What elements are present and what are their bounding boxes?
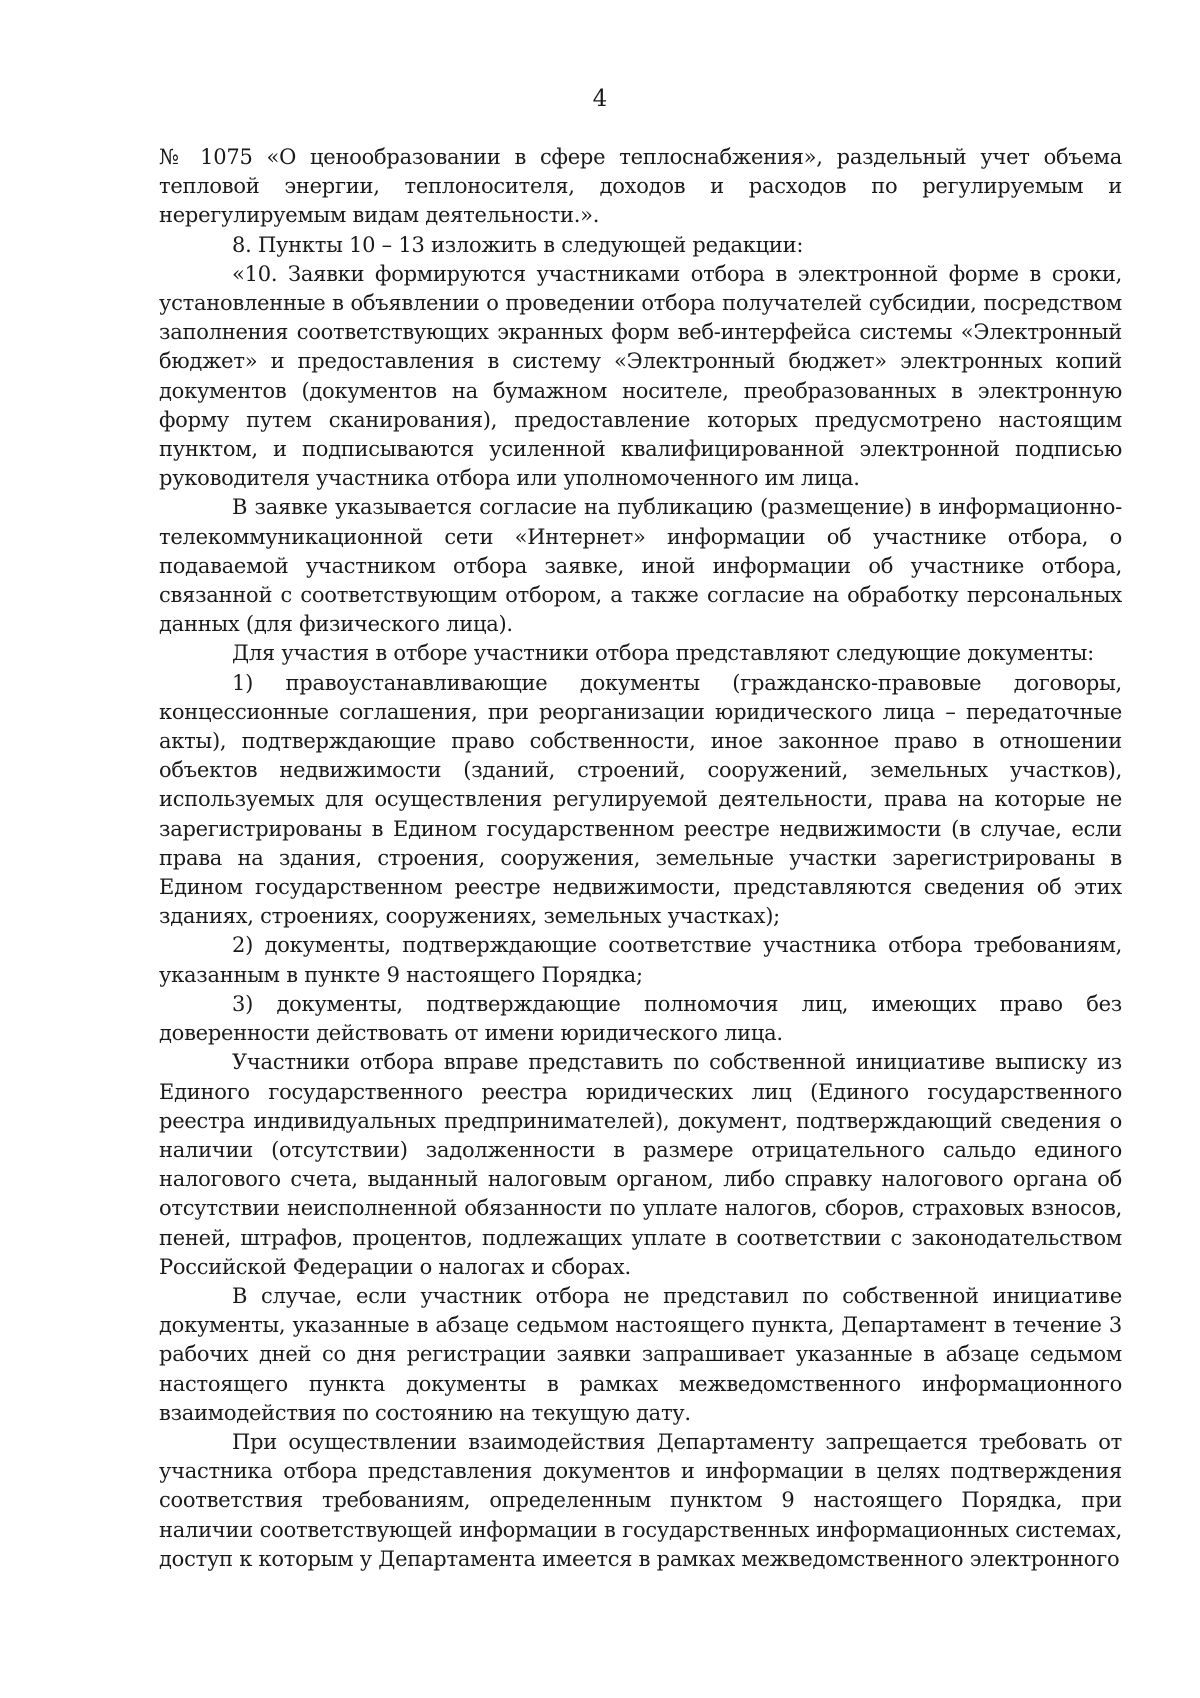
list-item: 3) документы, подтверждающие полномочия лиц, имеющих право без доверенности действовать от имени юридического лица.: [159, 991, 1122, 1046]
paragraph: В случае, если участник отбора не представил по собственной инициативе документы, указанные в абзаце седьмом настоящего пункта, Департамент в течение 3 рабочих дней со дня регистрации заявки запрашивает указанные в абзаце седьмом настоящего пункта документы в рамках межведомственного информационного взаимодействия по состоянию на текущую дату.: [159, 1283, 1122, 1425]
paragraph: Участники отбора вправе представить по собственной инициативе выписку из Единого государственного реестра юридических лиц (Единого государственного реестра индивидуальных предпринимателей), документ, подтверждающий сведения о наличии (отсутствии) задолженности в размере отрицательного сальдо единого налогового счета, выданный налоговым органом, либо справку налогового органа об отсутствии неисполненной обязанности по уплате налогов, сборов, страховых взносов, пеней, штрафов, процентов, подлежащих уплате в соответствии с законодательством Российской Федерации о налогах и сборах.: [159, 1050, 1122, 1279]
paragraph: В заявке указывается согласие на публикацию (размещение) в информационно-телекоммуникационной сети «Интернет» информации об участнике отбора, о подаваемой участником отбора заявке, иной информации об участнике отбора, связанной с соответствующим отбором, а также согласие на обработку персональных данных (для физического лица).: [159, 495, 1122, 637]
page-number: 4: [592, 86, 608, 112]
paragraph: 8. Пункты 10 – 13 изложить в следующей редакции:: [232, 232, 804, 257]
list-item: 2) документы, подтверждающие соответствие участника отбора требованиям, указанным в пункте 9 настоящего Порядка;: [159, 933, 1122, 987]
paragraph: № 1075 «О ценообразовании в сфере теплоснабжения», раздельный учет объема тепловой энергии, теплоносителя, доходов и расходов по регулируемым и нерегулируемым видам деятельности.».: [159, 145, 1122, 228]
paragraph: При осуществлении взаимодействия Департаменту запрещается требовать от участника отбора представления документов и информации в целях подтверждения соответствия требованиям, определенным пунктом 9 настоящего Порядка, при наличии соответствующей информации в государственных информационных системах, доступ к которым у Департамента имеется в рамках межведомственного электронного: [159, 1429, 1122, 1571]
list-item: 1) правоустанавливающие документы (гражданско-правовые договоры, концессионные соглашения, при реорганизации юридического лица – передаточные акты), подтверждающие право собственности, иное законное право в отношении объектов недвижимости (зданий, строений, сооружений, земельных участков), используемых для осуществления регулируемой деятельности, права на которые не зарегистрированы в Едином государственном реестре недвижимости (в случае, если права на здания, строения, сооружения, земельные участки зарегистрированы в Едином государственном реестре недвижимости, представляются сведения об этих зданиях, строениях, сооружениях, земельных участках);: [159, 670, 1122, 929]
paragraph: «10. Заявки формируются участниками отбора в электронной форме в сроки, установленные в объявлении о проведении отбора получателей субсидии, посредством заполнения соответствующих экранных форм веб-интерфейса системы «Электронный бюджет» и предоставления в систему «Электронный бюджет» электронных копий документов (документов на бумажном носителе, преобразованных в электронную форму путем сканирования), предоставление которых предусмотрено настоящим пунктом, и подписываются усиленной квалифицированной электронной подписью руководителя участника отбора или уполномоченного им лица.: [159, 261, 1122, 491]
document-body: [159, 143, 1122, 1574]
paragraph: Для участия в отборе участники отбора представляют следующие документы:: [232, 641, 1094, 666]
